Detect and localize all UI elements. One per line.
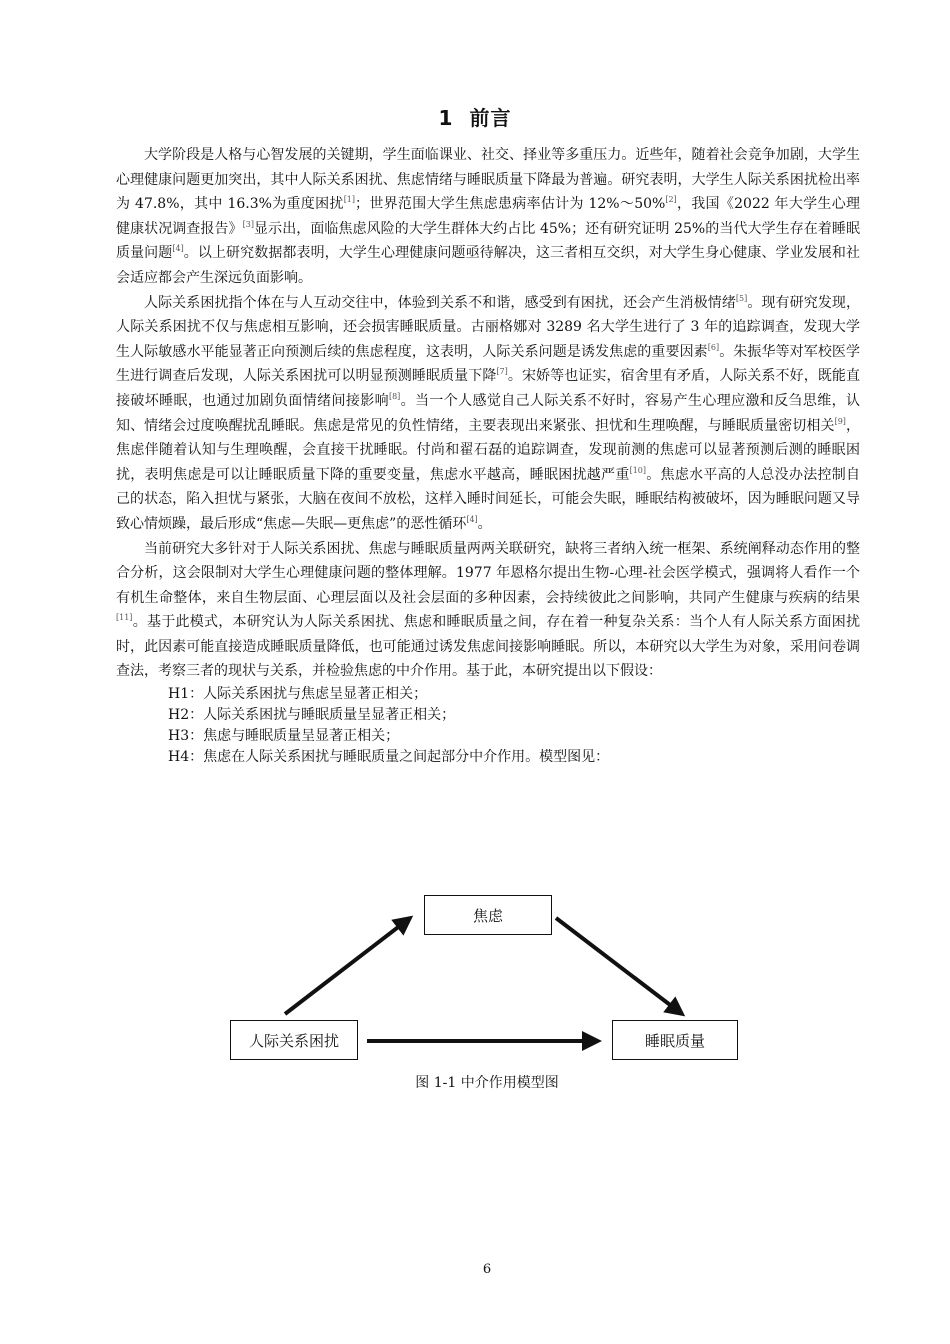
- hypothesis-3: H3：焦虑与睡眠质量呈显著正相关；: [168, 728, 400, 745]
- citation: [6]: [707, 342, 720, 352]
- section-heading: [0, 102, 950, 131]
- citation: [5]: [735, 293, 748, 303]
- citation: [8]: [388, 391, 401, 401]
- paragraph-3: 当前研究大多针对于人际关系困扰、焦虑与睡眠质量两两关联研究，缺将三者纳入统一框架、系统阐释动态作用的整合分析，这会限制对大学生心理健康问题的整体理解。1977 年恩格尔提出生物-心理-社会医学模式，强调将人看作一个有机生命整体，来自生物层面、心理层面以及社会层面的多种因素，会持续彼此之间影响，共同产生健康与疾病的结果[11]。基于此模式，本研究认为人际关系困扰、焦虑和睡眠质量之间，存在着一种复杂关系：当个人有人际关系方面困扰时，此因素可能直接造成睡眠质量降低，也可能通过诱发焦虑间接影响睡眠。所以，本研究以大学生为对象，采用问卷调查法，考察三者的现状与关系，并检验焦虑的中介作用。基于此，本研究提出以下假设：: [116, 540, 860, 680]
- body-text: [116, 143, 860, 768]
- outcome-box: 睡眠质量: [612, 1020, 738, 1060]
- citation: [11]: [116, 613, 133, 623]
- hypothesis-1: H1：人际关系困扰与焦虑呈显著正相关；: [168, 686, 428, 703]
- paragraph-1: 大学阶段是人格与心智发展的关键期，学生面临课业、社交、择业等多重压力。近些年，随着社会竞争加剧，大学生心理健康问题更加突出，其中人际关系困扰、焦虑情绪与睡眠质量下降最为普遍。研究表明，大学生人际关系困扰检出率为 47.8%，其中 16.3%为重度困扰[1]；世界范围大学生焦虑患病率估计为 12%～50%[2]，我国《2022 年大学生心理健康状况调查报告》[3]显示出，面临焦虑风险的大学生群体大约占比 45%；还有研究证明 25%的当代大学生存在着睡眠质量问题[4]。以上研究数据都表明，大学生心理健康问题亟待解决，这三者相互交织，对大学生身心健康、学业发展和社会适应都会产生深远负面影响。: [116, 147, 860, 286]
- citation: [9]: [834, 416, 846, 426]
- hypothesis-2: H2：人际关系困扰与睡眠质量呈显著正相关；: [168, 707, 456, 724]
- section-number: 1: [438, 106, 454, 130]
- section-title: 前言: [469, 106, 512, 130]
- citation: [10]: [629, 465, 647, 475]
- mediator-box: 焦虑: [424, 895, 552, 935]
- citation: [2]: [665, 195, 677, 205]
- arrow-mediator-to-outcome: [556, 918, 682, 1014]
- citation: [7]: [496, 367, 508, 377]
- arrow-predictor-to-mediator: [285, 918, 410, 1014]
- citation: [1]: [343, 195, 356, 205]
- paragraph-2: 人际关系困扰指个体在与人互动交往中，体验到关系不和谐，感受到有困扰，还会产生消极情绪[5]。现有研究发现，人际关系困扰不仅与焦虑相互影响，还会损害睡眠质量。古丽格娜对 3289 名大学生进行了 3 年的追踪调查，发现大学生人际敏感水平能显著正向预测后续的焦虑程度，这表明，人际关系问题是诱发焦虑的重要因素[6]。朱振华等对军校医学生进行调查后发现，人际关系困扰可以明显预测睡眠质量下降[7]。宋娇等也证实，宿舍里有矛盾，人际关系不好，既能直接破坏睡眠，也通过加剧负面情绪间接影响[8]。当一个人感觉自己人际关系不好时，容易产生心理应激和反刍思维，认知、情绪会过度唤醒扰乱睡眠。焦虑是常见的负性情绪，主要表现出来紧张、担忧和生理唤醒，与睡眠质量密切相关[9]，焦虑伴随着认知与生理唤醒，会直接干扰睡眠。付尚和翟石磊的追踪调查，发现前测的焦虑可以显著预测后测的睡眠困扰，表明焦虑是可以让睡眠质量下降的重要变量，焦虑水平越高，睡眠困扰越严重[10]。焦虑水平高的人总没办法控制自己的状态，陷入担忧与紧张，大脑在夜间不放松，这样入睡时间延长，可能会失眠，睡眠结构被破坏，因为睡眠问题又导致心情烦躁，最后形成“焦虑—失眠—更焦虑”的恶性循环[4]。: [116, 293, 861, 532]
- page-number: 6: [482, 1262, 492, 1277]
- citation: [3]: [242, 219, 254, 229]
- figure-caption: 图 1-1 中介作用模型图: [415, 1075, 559, 1091]
- predictor-box: 人际关系困扰: [230, 1020, 358, 1060]
- hypothesis-4: H4：焦虑在人际关系困扰与睡眠质量之间起部分中介作用。模型图见：: [168, 749, 610, 766]
- citation: [4]: [466, 514, 478, 524]
- citation: [4]: [172, 244, 184, 254]
